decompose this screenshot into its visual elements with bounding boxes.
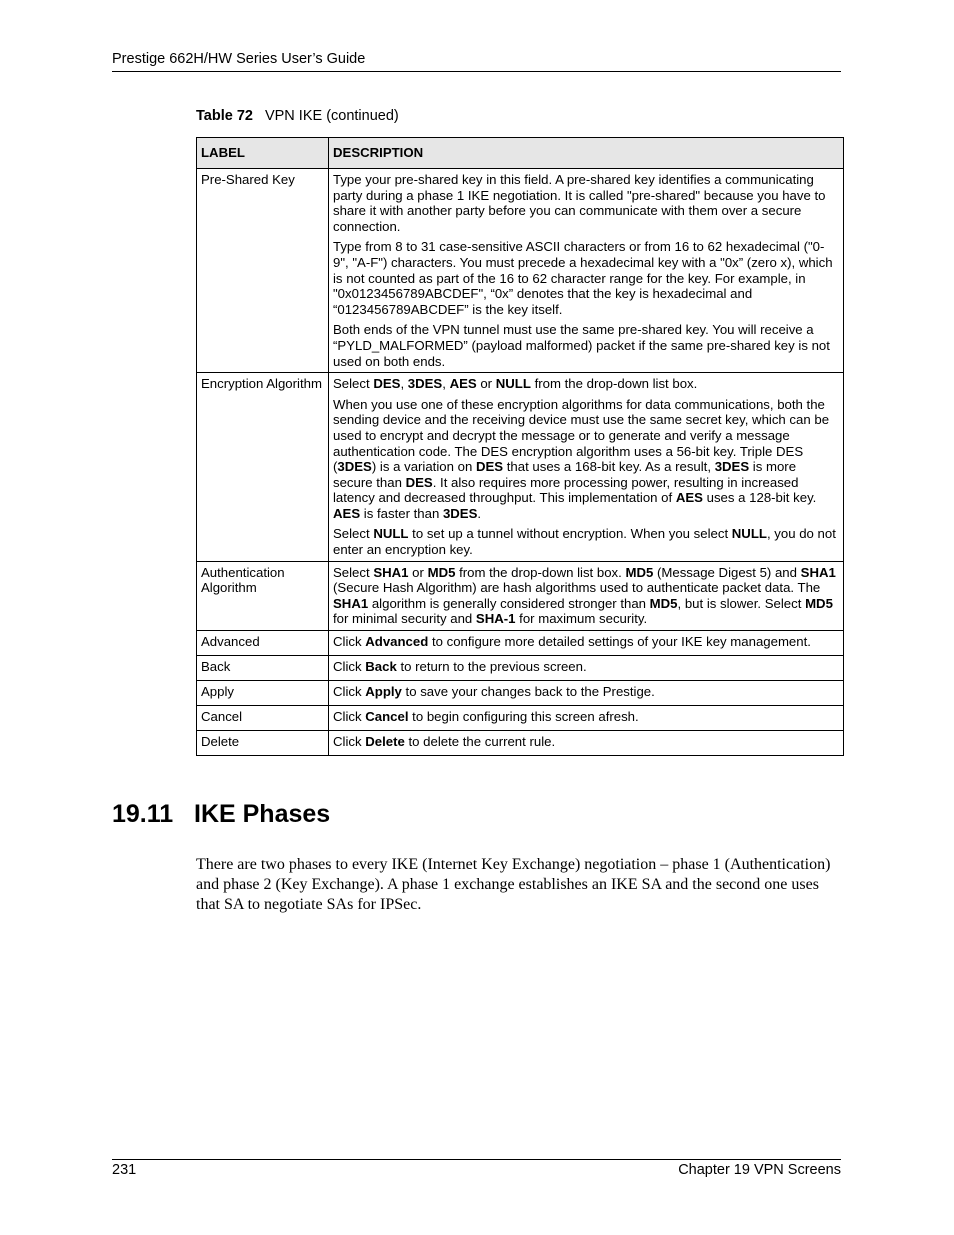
row-description <box>329 561 844 630</box>
column-header-description: DESCRIPTION <box>329 138 844 169</box>
section-heading <box>112 800 330 829</box>
footer-divider <box>112 1159 841 1160</box>
table-row <box>197 561 844 630</box>
table-row <box>197 169 844 373</box>
description-paragraph: Click Advanced to configure more detailed settings of your IKE key management. <box>333 634 811 650</box>
description-paragraph: Type from 8 to 31 case-sensitive ASCII characters or from 16 to 62 hexadecimal ("0-9", "A-F") characters. You must precede a hexadecimal key with a "0x” (zero x), which is not counted as part of the 16 to 62 character range for the key. For example, in "0x0123456789ABCDEF", “0x” denotes that the key is hexadecimal and “0123456789ABCDEF” is the key itself. <box>333 239 833 317</box>
table-caption-label: Table 72 <box>196 108 253 124</box>
description-paragraph: Click Delete to delete the current rule. <box>333 734 556 750</box>
table-row <box>197 706 844 731</box>
row-label: Pre-Shared Key <box>197 169 329 373</box>
section-number: 19.11 <box>112 800 174 828</box>
description-paragraph: When you use one of these encryption algorithms for data communications, both the sending device and the receiving device must use the same secret key, which can be used to encrypt and decrypt the message or to generate and verify a message authentication code. The DES encryption algorithm uses a 56-bit key. Triple DES (3DES) is a variation on DES that uses a 168-bit key. As a result, 3DES is more secure than DES. It also requires more processing power, resulting in increased latency and decreased throughput. This implementation of AES uses a 128-bit key. AES is faster than 3DES. <box>333 396 830 521</box>
header-divider <box>112 71 841 72</box>
description-paragraph: Select DES, 3DES, AES or NULL from the drop-down list box. <box>333 376 698 392</box>
row-description <box>329 373 844 562</box>
table-caption-text: VPN IKE (continued) <box>264 108 399 124</box>
running-header-title: Prestige 662H/HW Series User’s Guide <box>112 51 366 67</box>
table-row <box>197 631 844 656</box>
row-description <box>329 681 844 706</box>
row-label: Delete <box>197 731 329 756</box>
row-description <box>329 169 844 373</box>
section-body-paragraph: There are two phases to every IKE (Internet Key Exchange) negotiation – phase 1 (Authentication) and phase 2 (Key Exchange). A phase 1 exchange establishes an IKE SA and the second one uses that SA to negotiate SAs for IPSec. <box>196 856 831 913</box>
row-description <box>329 731 844 756</box>
row-label: Apply <box>197 681 329 706</box>
table-body <box>197 169 844 756</box>
table-caption <box>196 108 399 124</box>
description-paragraph: Click Cancel to begin configuring this screen afresh. <box>333 709 639 725</box>
description-paragraph: Both ends of the VPN tunnel must use the same pre-shared key. You will receive a “PYLD_MALFORMED” (payload malformed) packet if the same pre-shared key is not used on both ends. <box>333 322 830 369</box>
description-paragraph: Select NULL to set up a tunnel without encryption. When you select NULL, you do not enter an encryption key. <box>333 526 836 558</box>
row-description <box>329 656 844 681</box>
table-row <box>197 373 844 562</box>
row-label: Cancel <box>197 706 329 731</box>
table-row <box>197 656 844 681</box>
section-title: IKE Phases <box>194 800 331 828</box>
row-label: Advanced <box>197 631 329 656</box>
description-paragraph: Click Back to return to the previous screen. <box>333 659 587 675</box>
row-label: Back <box>197 656 329 681</box>
page-number: 231 <box>112 1162 137 1178</box>
row-description <box>329 631 844 656</box>
column-header-label: LABEL <box>197 138 329 169</box>
vpn-ike-table <box>196 137 844 756</box>
table-row <box>197 681 844 706</box>
description-paragraph: Type your pre-shared key in this field. A pre-shared key identifies a communicating party during a phase 1 IKE negotiation. It is called "pre-shared" because you have to share it with another party before you can communicate with them over a secure connection. <box>333 172 826 234</box>
row-label: Authentication Algorithm <box>197 561 329 630</box>
description-paragraph: Click Apply to save your changes back to the Prestige. <box>333 684 655 700</box>
chapter-title: Chapter 19 VPN Screens <box>678 1162 841 1178</box>
row-label: Encryption Algorithm <box>197 373 329 562</box>
table-row <box>197 731 844 756</box>
table-header-row <box>197 138 844 169</box>
description-paragraph: Select SHA1 or MD5 from the drop-down list box. MD5 (Message Digest 5) and SHA1 (Secure Hash Algorithm) are hash algorithms used to authenticate packet data. The SHA1 algorithm is generally considered stronger than MD5, but is slower. Select MD5 for minimal security and SHA-1 for maximum security. <box>333 564 836 627</box>
row-description <box>329 706 844 731</box>
